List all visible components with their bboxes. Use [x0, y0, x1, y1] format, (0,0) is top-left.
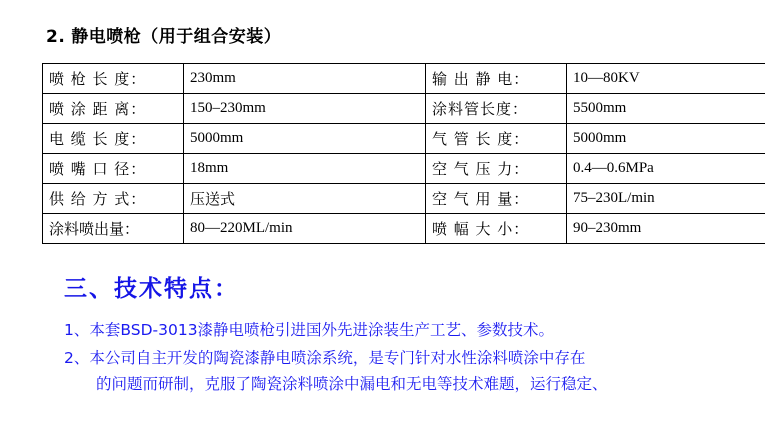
- spec-value: 5000mm: [184, 124, 426, 154]
- spec-value: 90–230mm: [567, 214, 765, 244]
- table-row: [43, 184, 765, 214]
- spec-label: 喷 嘴 口 径：: [43, 154, 184, 184]
- list-item-marker: 1、: [64, 321, 90, 339]
- spec-value: 80—220ML/min: [184, 214, 426, 244]
- table-row: [43, 64, 765, 94]
- spec-label: 空 气 压 力：: [426, 154, 567, 184]
- list-item-text: 本套BSD-3013漆静电喷枪引进国外先进涂装生产工艺、参数技术。: [89, 321, 555, 339]
- spec-label: 气 管 长 度：: [426, 124, 567, 154]
- spec-label: 喷 枪 长 度：: [43, 64, 184, 94]
- table-row: [43, 124, 765, 154]
- spec-value: 18mm: [184, 154, 426, 184]
- spec-label: 涂料喷出量：: [43, 214, 184, 244]
- list-item-marker: 2、: [64, 349, 90, 367]
- list-item: [64, 317, 737, 343]
- section-number: 2.: [46, 27, 66, 47]
- list-item-text: 本公司自主开发的陶瓷漆静电喷涂系统，是专门针对水性涂料喷涂中存在: [89, 349, 586, 367]
- features-list: [64, 317, 737, 397]
- spec-value: 230mm: [184, 64, 426, 94]
- spec-label: 电 缆 长 度：: [43, 124, 184, 154]
- spec-value: 150–230mm: [184, 94, 426, 124]
- spec-value: 75–230L/min: [567, 184, 765, 214]
- list-item-text-continuation: 的问题而研制，克服了陶瓷涂料喷涂中漏电和无电等技术难题，运行稳定、: [96, 375, 608, 393]
- spec-value: 5500mm: [567, 94, 765, 124]
- spec-label: 喷 涂 距 离：: [43, 94, 184, 124]
- spec-label: 涂料管长度：: [426, 94, 567, 124]
- features-heading: 三、技术特点：: [64, 276, 239, 302]
- spec-label: 输 出 静 电：: [426, 64, 567, 94]
- spec-table-container: [42, 63, 756, 244]
- spec-value: 压送式: [184, 184, 426, 214]
- table-row: [43, 214, 765, 244]
- table-row: [43, 94, 765, 124]
- spec-label: 喷 幅 大 小：: [426, 214, 567, 244]
- table-row: [43, 154, 765, 184]
- spec-label: 空 气 用 量：: [426, 184, 567, 214]
- spec-table: [42, 63, 765, 244]
- list-item: [64, 345, 737, 397]
- spec-value: 10—80KV: [567, 64, 765, 94]
- spec-value: 0.4—0.6MPa: [567, 154, 765, 184]
- spec-value: 5000mm: [567, 124, 765, 154]
- spec-label: 供 给 方 式：: [43, 184, 184, 214]
- section-title: 静电喷枪（用于组合安装）: [71, 27, 282, 47]
- section-heading: [46, 22, 737, 47]
